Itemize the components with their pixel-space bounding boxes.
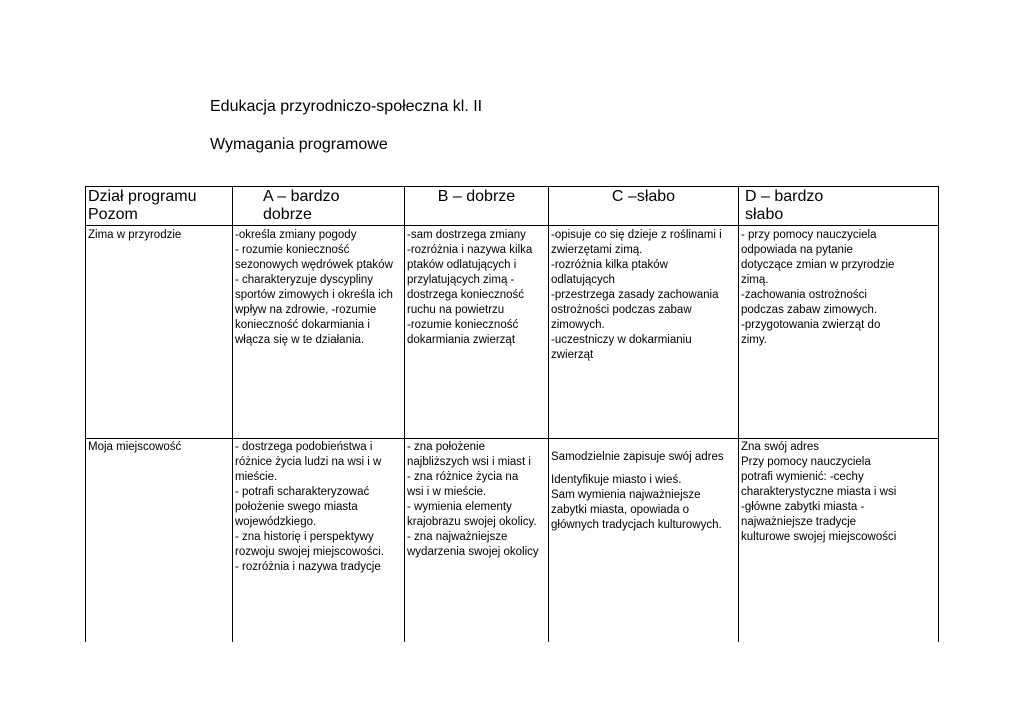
table-header-row	[86, 187, 939, 226]
header-grade-d: D – bardzo słabo	[739, 187, 939, 226]
document-title: Edukacja przyrodniczo-społeczna kl. II	[210, 98, 483, 115]
table-row	[86, 439, 939, 643]
header-section: Dział programu Pozom	[86, 187, 233, 226]
row-section-cell: Zima w przyrodzie	[86, 226, 233, 439]
header-grade-b: B – dobrze	[405, 187, 549, 226]
document-subtitle: Wymagania programowe	[210, 136, 388, 153]
requirements-table	[85, 186, 939, 642]
row-section-cell: Moja miejscowość	[86, 439, 233, 643]
grade-b-cell: -sam dostrzega zmiany -rozróżnia i nazywa kilka ptaków odlatujących i przylatujących zimą - dostrzega konieczność ruchu na powietrzu -rozumie konieczność dokarmiania zwierząt	[405, 226, 549, 439]
header-grade-c: C –słabo	[549, 187, 739, 226]
grade-b-cell: - zna położenie najbliższych wsi i miast i - zna różnice życia na wsi i w mieście. - wymienia elementy krajobrazu swojej okolicy. - zna najważniejsze wydarzenia swojej okolicy	[405, 439, 549, 643]
grade-d-cell: Zna swój adres Przy pomocy nauczyciela potrafi wymienić: -cechy charakterystyczne miasta i wsi -główne zabytki miasta - najważniejsze tradycje kulturowe swojej miejscowości	[739, 439, 939, 643]
table-row	[86, 226, 939, 439]
grade-c-cell: -opisuje co się dzieje z roślinami i zwierzętami zimą. -rozróżnia kilka ptaków odlatujących -przestrzega zasady zachowania ostrożności podczas zabaw zimowych. -uczestniczy w dokarmianiu zwierząt	[549, 226, 739, 439]
grade-d-cell: - przy pomocy nauczyciela odpowiada na pytanie dotyczące zmian w przyrodzie zimą. -zachowania ostrożności podczas zabaw zimowych. -przygotowania zwierząt do zimy.	[739, 226, 939, 439]
grade-a-cell: -określa zmiany pogody - rozumie konieczność sezonowych wędrówek ptaków - charakteryzuje dyscypliny sportów zimowych i określa ich wpływ na zdrowie, -rozumie konieczność dokarmiania i włącza się w te działania.	[233, 226, 405, 439]
grade-a-cell: - dostrzega podobieństwa i różnice życia ludzi na wsi i w mieście. - potrafi scharakteryzować położenie swego miasta wojewódzkiego. - zna historię i perspektywy rozwoju swojej miejscowości. - rozróżnia i nazywa tradycje	[233, 439, 405, 643]
header-grade-a: A – bardzo dobrze	[233, 187, 405, 226]
grade-c-cell: Samodzielnie zapisuje swój adres Identyfikuje miasto i wieś. Sam wymienia najważniejsze zabytki miasta, opowiada o głównych tradycjach kulturowych.	[549, 439, 739, 643]
